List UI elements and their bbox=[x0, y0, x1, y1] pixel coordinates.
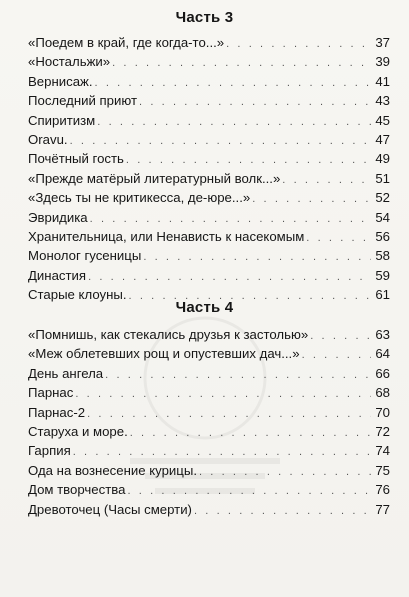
toc-entry-title: «Здесь ты не критикесса, де-юре...» bbox=[28, 190, 251, 206]
toc-page-number: 63 bbox=[375, 327, 390, 342]
toc-page-number: 74 bbox=[375, 443, 390, 459]
toc-entry-title: Старые клоуны. bbox=[28, 287, 127, 303]
toc-entry-title: Древоточец (Часы смерти) bbox=[28, 501, 192, 517]
toc-entry-title: «Прежде матёрый литературный волк...» bbox=[28, 170, 281, 186]
toc-entry bbox=[28, 72, 390, 91]
dot-leader bbox=[87, 405, 371, 424]
toc-entry-title: Oravu. bbox=[28, 131, 68, 147]
toc-page-number: 39 bbox=[375, 54, 390, 70]
toc-entry bbox=[28, 52, 390, 71]
toc-page-number: 58 bbox=[375, 248, 390, 264]
toc-page-number: 52 bbox=[375, 190, 390, 206]
toc-entry-title: День ангела bbox=[28, 365, 104, 381]
toc-page-number: 43 bbox=[375, 93, 390, 109]
toc-entry bbox=[28, 364, 390, 383]
toc-entry bbox=[28, 461, 390, 480]
dot-leader bbox=[252, 190, 371, 209]
toc-page-number: 56 bbox=[375, 228, 390, 244]
toc-entry bbox=[28, 111, 390, 130]
toc-page-number: 76 bbox=[375, 482, 390, 498]
toc-entry bbox=[28, 208, 390, 227]
toc-entry bbox=[28, 422, 390, 441]
dot-leader bbox=[282, 171, 371, 190]
toc-page-number: 41 bbox=[375, 73, 390, 89]
dot-leader bbox=[105, 366, 371, 385]
toc-entry bbox=[28, 266, 390, 285]
toc-entry bbox=[28, 344, 390, 363]
toc-entry-title: Спиритизм bbox=[28, 112, 96, 128]
part-3-heading: Часть 3 bbox=[175, 9, 234, 26]
toc-entry-title: Ода на вознесение курицы. bbox=[28, 462, 197, 478]
toc-entry bbox=[28, 149, 390, 168]
dot-leader bbox=[112, 54, 371, 73]
dot-leader bbox=[194, 502, 371, 521]
toc-entry-title: «Ностальжи» bbox=[28, 54, 111, 70]
toc-entry-title: «Поедем в край, где когда-то...» bbox=[28, 35, 225, 50]
toc-page-number: 72 bbox=[375, 423, 390, 439]
toc-entry-title: «Меж облетевших рощ и опустевших дач...» bbox=[28, 346, 300, 362]
dot-leader bbox=[306, 229, 371, 248]
toc-page-number: 68 bbox=[375, 385, 390, 401]
toc-entry bbox=[28, 33, 390, 52]
toc-entry-title: Монолог гусеницы bbox=[28, 248, 142, 264]
dot-leader bbox=[130, 424, 371, 443]
toc-entry bbox=[28, 480, 390, 499]
dot-leader bbox=[75, 385, 371, 404]
toc-page-number: 64 bbox=[375, 346, 390, 362]
toc-entry-title: Хранительница, или Ненависть к насекомым bbox=[28, 228, 305, 244]
part-3-toc-list bbox=[28, 33, 390, 304]
dot-leader bbox=[88, 268, 371, 287]
toc-entry bbox=[28, 383, 390, 402]
toc-entry-title: Гарпия bbox=[28, 443, 71, 459]
toc-entry-title: Эвридика bbox=[28, 209, 88, 225]
toc-entry bbox=[28, 441, 390, 460]
toc-entry-title: «Помнишь, как стекались друзья к застолью» bbox=[28, 327, 309, 342]
dot-leader bbox=[302, 346, 371, 365]
toc-entry-title: Парнас-2 bbox=[28, 404, 86, 420]
toc-page-number: 77 bbox=[375, 501, 390, 517]
toc-entry-title: Парнас bbox=[28, 385, 74, 401]
toc-entry bbox=[28, 169, 390, 188]
toc-entry-title: Старуха и море. bbox=[28, 423, 128, 439]
part-4-toc-list bbox=[28, 325, 390, 519]
toc-entry bbox=[28, 403, 390, 422]
toc-entry bbox=[28, 188, 390, 207]
toc-entry bbox=[28, 227, 390, 246]
dot-leader bbox=[226, 35, 371, 54]
toc-page-number: 54 bbox=[375, 209, 390, 225]
toc-page-number: 47 bbox=[375, 131, 390, 147]
toc-page-number: 45 bbox=[375, 112, 390, 128]
toc-entry-title: Дом творчества bbox=[28, 482, 126, 498]
toc-entry bbox=[28, 91, 390, 110]
toc-entry-title: Последний приют bbox=[28, 93, 138, 109]
toc-page-number: 75 bbox=[375, 462, 390, 478]
part-4-heading: Часть 4 bbox=[175, 299, 234, 316]
dot-leader bbox=[143, 248, 371, 267]
toc-page-number: 51 bbox=[375, 170, 390, 186]
toc-entry bbox=[28, 130, 390, 149]
toc-entry bbox=[28, 500, 390, 519]
toc-entry bbox=[28, 246, 390, 265]
toc-page-number: 66 bbox=[375, 365, 390, 381]
dot-leader bbox=[199, 463, 371, 482]
toc-page-number: 70 bbox=[375, 404, 390, 420]
toc-entry-title: Почётный гость bbox=[28, 151, 124, 167]
toc-page-number: 59 bbox=[375, 267, 390, 283]
toc-entry-title: Вернисаж. bbox=[28, 73, 93, 89]
dot-leader bbox=[139, 93, 371, 112]
dot-leader bbox=[97, 113, 371, 132]
toc-entry bbox=[28, 325, 390, 344]
toc-page-number: 49 bbox=[375, 151, 390, 167]
dot-leader bbox=[310, 327, 371, 346]
toc-page-number: 61 bbox=[375, 287, 390, 303]
toc-entry-title: Династия bbox=[28, 267, 87, 283]
toc-page-number: 37 bbox=[375, 35, 390, 50]
